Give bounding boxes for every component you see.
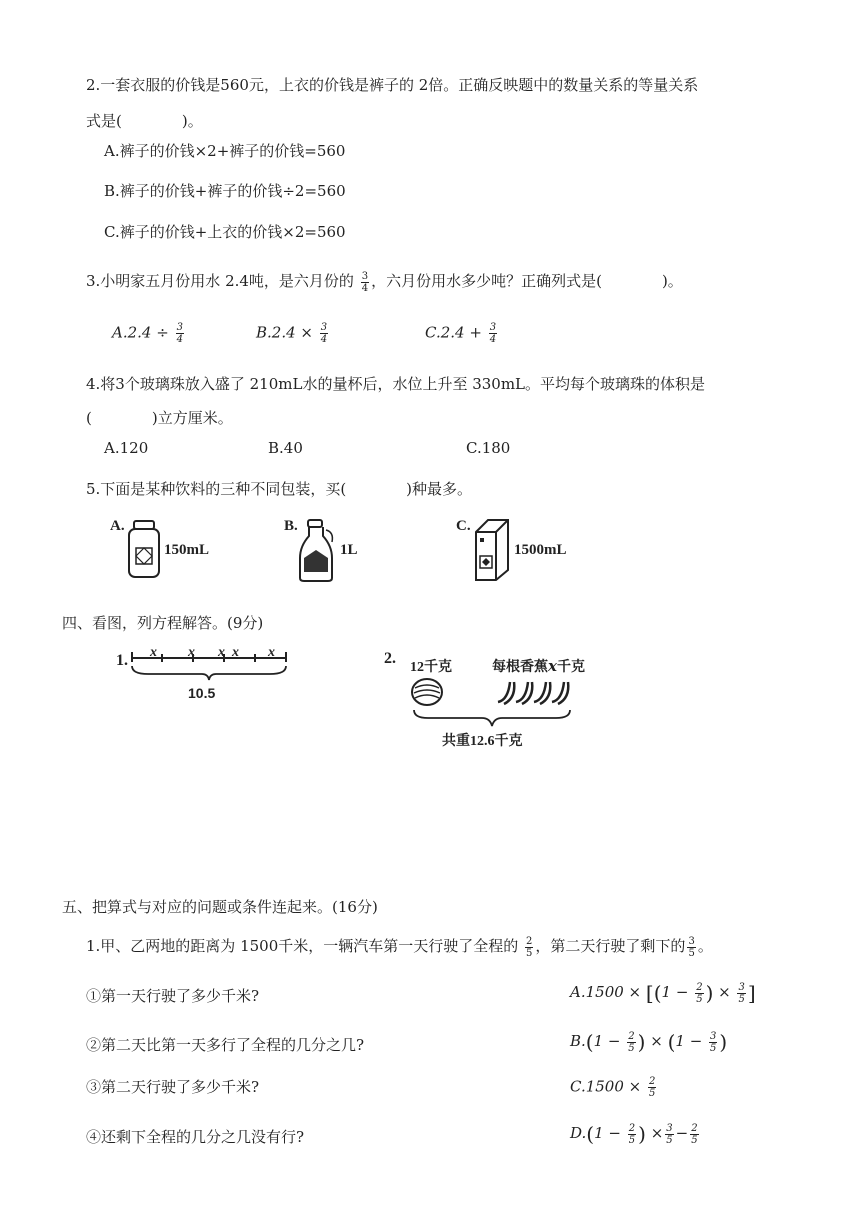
s5-question-4: ④还剩下全程的几分之几没有行? <box>86 1128 305 1146</box>
s5-intro-frac-2-num: 3 <box>688 935 695 947</box>
open-square-bracket: [ <box>645 981 654 1005</box>
close-paren: ) <box>638 1122 646 1146</box>
s5-expression-c-frac <box>648 1076 656 1099</box>
close-paren: ) <box>719 1030 728 1054</box>
q3-option-a-den: 4 <box>176 334 183 345</box>
figure-2-number: 2. <box>384 650 396 667</box>
s5-intro-frac-1-den: 5 <box>526 947 533 959</box>
s5-intro-frac-1 <box>525 936 533 959</box>
close-paren: ) <box>637 1030 646 1054</box>
package-b-label: B. <box>284 518 298 534</box>
s5-expression-d: D.(1 − $\frac{2}{5}$ ) × $\frac{3}{5}$ − $\frac{2}{5}$ <box>570 1122 698 1146</box>
s5-expression-d-frac-3 <box>690 1123 698 1146</box>
q3-option-a-frac <box>176 322 184 345</box>
s5-expression-d-pre: D. <box>570 1124 587 1142</box>
package-a-label: A. <box>110 518 125 534</box>
s5-expression-b-frac-2-num: 3 <box>710 1030 717 1042</box>
s5-expression-d-frac-1 <box>628 1123 636 1146</box>
q3-text-post: ，六月份用水多少吨？正确列式是( )。 <box>371 272 683 290</box>
open-paren: ( <box>667 1030 676 1054</box>
section-5-heading: 五、把算式与对应的问题或条件连起来。(16分) <box>62 898 378 916</box>
q3-option-b-expr: B.2.4 × <box>256 323 313 342</box>
s5-intro-frac-1-num: 2 <box>526 935 533 947</box>
s5-expression-a-frac-1-den: 5 <box>696 993 703 1005</box>
q2-option-a: A.裤子的价钱×2+裤子的价钱=560 <box>104 142 346 160</box>
s5-expression-a-frac-1 <box>695 982 703 1005</box>
q2-option-c: C.裤子的价钱+上衣的价钱×2=560 <box>104 223 346 241</box>
s5-intro-frac-2-den: 5 <box>688 947 695 959</box>
s5-intro-end: 。 <box>697 937 713 955</box>
package-b-volume: 1L <box>340 542 358 558</box>
jar-icon <box>124 518 164 580</box>
banana-weight-pre: 每根香蕉 <box>492 660 548 675</box>
package-a-volume: 150mL <box>164 542 209 558</box>
open-paren: ( <box>653 981 662 1005</box>
bottle-icon <box>296 518 336 584</box>
s5-question-2: ②第二天比第一天多行了全程的几分之几? <box>86 1036 365 1054</box>
s5-expression-d-frac-1-num: 2 <box>628 1122 636 1134</box>
s5-expression-b-frac-1 <box>627 1031 635 1054</box>
q3-option-b-frac <box>320 322 328 345</box>
s5-expression-a-one: 1 <box>661 983 672 1001</box>
bananas-icon <box>494 676 574 710</box>
q3-option-c-num: 3 <box>489 322 497 333</box>
figure-2-brace <box>412 708 572 728</box>
s5-expression-b-one-2: 1 <box>675 1032 685 1050</box>
q4-option-a: A.120 <box>104 439 149 457</box>
s5-question-1: ①第一天行驶了多少千米? <box>86 987 260 1005</box>
banana-weight-x: x <box>548 657 557 675</box>
s5-expression-b-pre: B. <box>570 1032 586 1050</box>
s5-question-3: ③第二天行驶了多少千米? <box>86 1078 260 1096</box>
s5-expression-a-frac-1-num: 2 <box>696 981 703 993</box>
s5-expression-d-frac-1-den: 5 <box>628 1134 636 1146</box>
q3-option-c-den: 4 <box>489 334 497 345</box>
q3-fraction <box>361 271 369 294</box>
s5-expression-a-frac-2-den: 5 <box>738 993 745 1005</box>
q3-option-c <box>425 322 499 345</box>
package-c-volume: 1500mL <box>514 542 567 558</box>
s5-expression-c <box>570 1076 658 1099</box>
s5-expression-a-pre: A.1500 × <box>570 983 642 1001</box>
s5-expression-b-one-1: 1 <box>593 1032 604 1050</box>
open-paren: ( <box>585 1030 594 1054</box>
s5-expression-c-frac-den: 5 <box>649 1088 656 1099</box>
s5-expression-d-one: 1 <box>594 1124 604 1142</box>
s5-expression-a-frac-2-num: 3 <box>738 981 745 993</box>
s5-intro-mid: ，第二天行驶了剩下的 <box>535 937 686 955</box>
segment-x-5: x <box>268 645 275 660</box>
s5-expression-c-frac-num: 2 <box>649 1076 656 1087</box>
s5-expression-d-frac-2 <box>665 1123 673 1146</box>
section-4-heading: 四、看图，列方程解答。(9分) <box>62 614 264 632</box>
segment-x-2: x <box>188 645 195 660</box>
figure-2-total: 共重12.6千克 <box>442 734 523 749</box>
carton-icon <box>468 516 514 582</box>
q3-option-a-num: 3 <box>176 322 183 333</box>
q2-option-b: B.裤子的价钱+裤子的价钱÷2=560 <box>104 182 346 200</box>
open-paren: ( <box>586 1122 595 1146</box>
segment-x-4: x <box>232 645 239 660</box>
s5-expression-a: A.1500 × [(1 − $\frac{2}{5}$ ) × $\frac{3}{5}$ ] <box>570 981 756 1005</box>
s5-expression-d-frac-2-den: 5 <box>666 1134 673 1146</box>
q5-line: 5.下面是某种饮料的三种不同包装，买( )种最多。 <box>86 480 473 498</box>
figure-1-number: 1. <box>116 652 128 669</box>
segment-total: 10.5 <box>188 685 216 701</box>
s5-intro-frac-2 <box>687 936 695 959</box>
s5-expression-b-frac-2-den: 5 <box>710 1042 717 1054</box>
q3-option-a-expr: A.2.4 ÷ <box>112 323 169 342</box>
s5-expression-b-frac-1-den: 5 <box>628 1042 635 1054</box>
q3-frac-num: 3 <box>361 270 369 282</box>
package-c-label: C. <box>456 518 471 534</box>
q3-option-b-num: 3 <box>320 322 328 333</box>
s5-expression-b-frac-2 <box>709 1031 717 1054</box>
q3-option-c-expr: C.2.4 + <box>425 323 482 342</box>
s5-expression-d-frac-3-den: 5 <box>691 1134 698 1146</box>
banana-weight-post: 千克 <box>556 660 585 675</box>
segment-x-1: x <box>150 645 157 660</box>
q3-text-pre: 3.小明家五月份用水 2.4吨，是六月份的 <box>86 272 354 290</box>
s5-expression-d-frac-3-num: 2 <box>691 1122 698 1134</box>
q4-option-c: C.180 <box>466 439 511 457</box>
close-paren: ) <box>705 981 714 1005</box>
watermelon-weight: 12千克 <box>410 660 452 675</box>
watermelon-icon <box>410 676 444 708</box>
s5-expression-b-frac-1-num: 2 <box>628 1030 635 1042</box>
q3-line <box>86 270 683 294</box>
close-square-bracket: ] <box>747 981 756 1005</box>
q3-frac-den: 4 <box>361 282 369 294</box>
q3-option-b-den: 4 <box>320 334 328 345</box>
s5-intro-pre: 1.甲、乙两地的距离为 1500千米，一辆汽车第一天行驶了全程的 <box>86 937 519 955</box>
s5-expression-d-frac-2-num: 3 <box>666 1122 673 1134</box>
q4-line1: 4.将3个玻璃珠放入盛了 210mL水的量杯后，水位上升至 330mL。平均每个玻璃珠的体积是 <box>86 375 706 393</box>
q3-option-b <box>256 322 330 345</box>
s5-intro <box>86 935 713 959</box>
s5-expression-a-frac-2 <box>737 982 745 1005</box>
s5-expression-b: B.(1 − $\frac{2}{5}$ ) × (1 − $\frac{3}{5}$ ) <box>570 1030 728 1054</box>
q2-line1: 2.一套衣服的价钱是560元，上衣的价钱是裤子的 2倍。正确反映题中的数量关系的等量关系 <box>86 76 699 94</box>
s5-expression-c-pre: C.1500 × <box>570 1077 642 1096</box>
segment-x-3: x <box>218 645 225 660</box>
q4-line2: ( )立方厘米。 <box>86 409 233 427</box>
q4-option-b: B.40 <box>268 439 303 457</box>
banana-weight <box>492 656 585 676</box>
q3-option-c-frac <box>489 322 497 345</box>
q2-line2: 式是( )。 <box>86 112 203 130</box>
q3-option-a <box>112 322 186 345</box>
